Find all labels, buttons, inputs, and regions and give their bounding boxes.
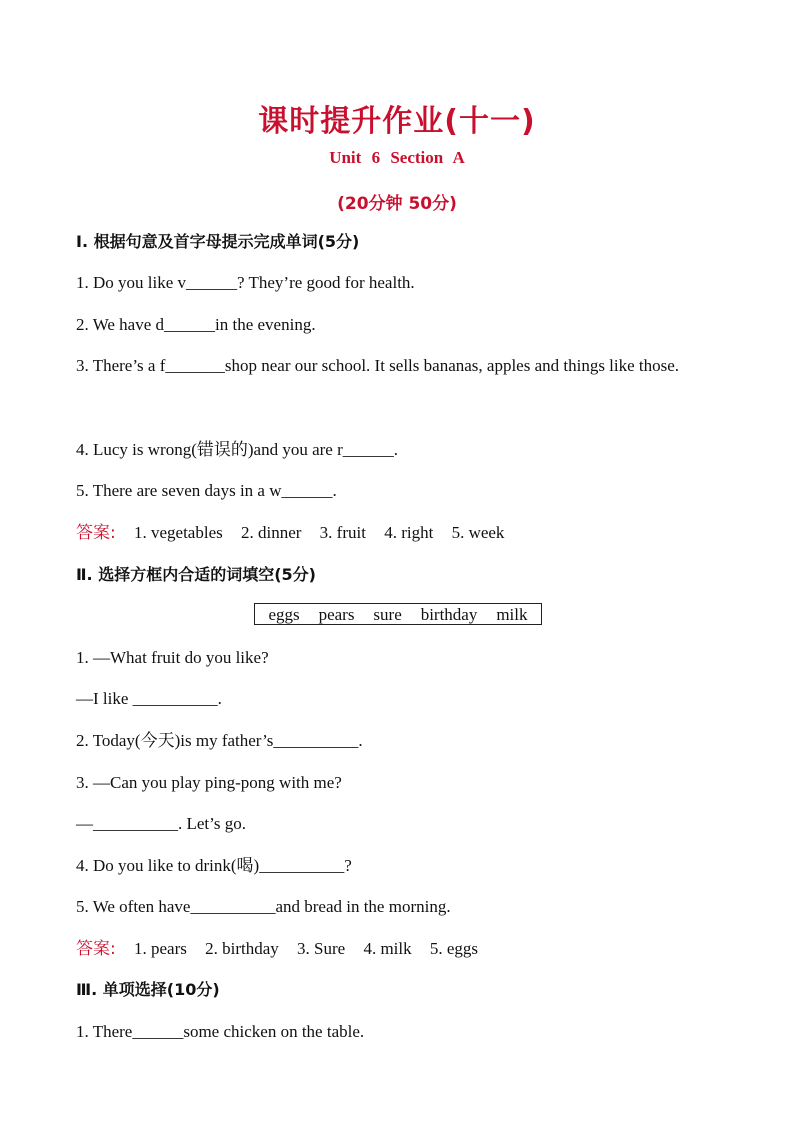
answer-item: 2. birthday [205,939,279,958]
word-box-item: sure [373,605,402,624]
answer-item: 1. pears [133,939,187,958]
answer-label: 答案: [76,523,116,543]
time-score: (20分钟 50分) [337,194,457,214]
answer-item: 4. milk [363,939,412,958]
unit-subtitle: Unit 6 Section A [329,148,465,167]
word-box [254,603,542,625]
answer-item: 2. dinner [240,523,302,542]
section-2-item-3: 3. —Can you play ping-pong with me? [76,773,342,792]
word-box-item: eggs [268,605,300,624]
word-box-item: pears [318,605,355,624]
section-3-heading: Ⅲ. 单项选择(10分) [76,980,220,999]
answer-item: 3. Sure [297,939,346,958]
section-1-item-3: 3. There’s a f_______shop near our school. It sells bananas, apples and things like those. [76,356,680,375]
answer-item: 5. eggs [429,939,479,958]
section-2-item-5: 5. We often have__________and bread in the morning. [76,897,451,916]
section-1-heading: Ⅰ. 根据句意及首字母提示完成单词(5分) [76,232,360,251]
section-1-item-2: 2. We have d______in the evening. [76,315,316,334]
section-2-heading: Ⅱ. 选择方框内合适的词填空(5分) [76,565,316,584]
answer-item: 3. fruit [319,523,366,542]
section-1-item-1: 1. Do you like v______? They’re good for health. [76,273,415,292]
word-box-item: birthday [420,605,478,624]
page-title: 课时提升作业(十一) [258,104,536,139]
section-2-item-4: 4. Do you like to drink(喝)__________? [76,856,352,875]
answer-item: 1. vegetables [133,523,223,542]
section-1-item-4: 4. Lucy is wrong(错误的)and you are r______. [76,440,398,459]
answer-item: 5. week [451,523,505,542]
section-1-item-5: 5. There are seven days in a w______. [76,481,337,500]
answer-item: 4. right [384,523,434,542]
section-2-item-3-reply: —__________. Let’s go. [76,814,246,833]
section-1-answers [76,522,718,544]
word-box-item: milk [496,605,528,624]
section-2-item-1-reply: —I like __________. [76,689,222,708]
section-2-answers [76,938,718,960]
section-2-item-2: 2. Today(今天)is my father’s__________. [76,731,363,750]
answer-label: 答案: [76,939,116,959]
section-2-item-1: 1. —What fruit do you like? [76,648,269,667]
section-3-item-1: 1. There______some chicken on the table. [76,1022,365,1041]
